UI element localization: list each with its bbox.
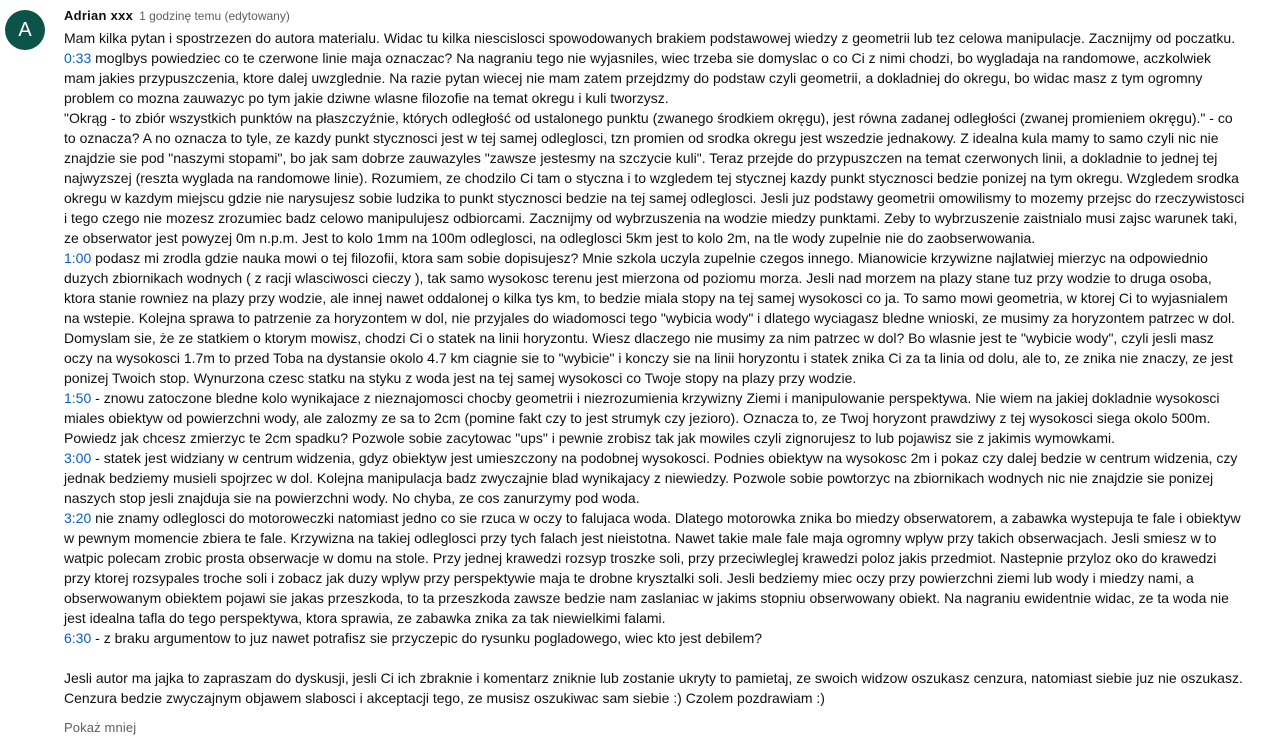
comment-paragraph — [64, 108, 1246, 248]
comment-body — [64, 6, 1246, 737]
avatar[interactable]: A — [5, 10, 45, 50]
comment-paragraph — [64, 648, 1246, 668]
comment-published-time[interactable]: 1 godzinę temu (edytowany) — [139, 9, 290, 23]
comment-paragraph — [64, 448, 1246, 508]
timestamp-link[interactable]: 1:50 — [64, 390, 92, 406]
timestamp-link[interactable]: 3:20 — [64, 510, 92, 526]
paragraph-text: "Okrąg - to zbiór wszystkich punktów na płaszczyźnie, których odległość od ustalonego punktu (zwanego środkiem okręgu), jest równa zadanej odległości (zwanej promieniem okręgu)." - co to oznacza? A no oznacza to tyle, ze kazdy punkt stycznosci jest w tej samej odleglosci, tzn promien od srodka okregu jest wszedzie jednakowy. Z idealna kula mamy to samo czyli nic nie znajdzie sie pod "naszymi stopami", bo jak sam dobrze zauwazyles "zawsze jestesmy na szczycie kuli". Teraz przejde do przypuszczen na temat czerwonych linii, a dokladnie to jednej tej najwyzszej (reszta wyglada na randomowe linie). Rozumiem, ze chodzilo Ci tam o styczna i to wzgledem tej stycznej kazdy punkt stycznosci bedzie ponizej na tym okregu. Wzgledem srodka okregu w kazdym miejscu gdzie nie narysujesz sobie ludzika to punkt stycznosci bedzie na tej samej odleglosci. Jesli juz podstawy geometrii omowilismy to mozemy przejsc do rzeczywistosci i tego czego nie mozesz zrozumiec badz celowo manipulujesz odbiorcami. Zacznijmy od wybrzuszenia na wodzie miedzy punktami. Zeby to wybrzuszenie zaistnialo musi zajsc warunek taki, ze obserwator jest powyzej 0m n.p.m. Jest to kolo 1mm na 100m odleglosci, na odleglosci 5km jest to kolo 2m, na tle wody zupelnie nie do zaobserwowania. — [64, 110, 1245, 246]
comment-paragraph — [64, 508, 1246, 628]
paragraph-text: Jesli autor ma jajka to zapraszam do dyskusji, jesli Ci ich zbraknie i komentarz zniknie lub zostanie ukryty to pamietaj, ze swoich widzow oszukasz cenzura, natomiast siebie juz nie oszukasz. Cenzura bedzie zwyczajnym objawem slabosci i akceptacji tego, ze musisz oszukiwac sam siebie :) Czolem pozdrawiam :) — [64, 670, 1243, 706]
comment-paragraph — [64, 28, 1246, 48]
comment-paragraph — [64, 248, 1246, 388]
comment-header — [64, 6, 1246, 26]
comment-paragraph — [64, 628, 1246, 648]
avatar-column — [0, 6, 64, 50]
paragraph-text: moglbys powiedziec co te czerwone linie maja oznaczac? Na nagraniu tego nie wyjasniles, wiec trzeba sie domyslac o co Ci z nimi chodzi, bo wygladaja na randomowe, aczkolwiek mam jakies przypuszczenia, ktore dalej uwzglednie. Na razie pytan wiecej nie mam zatem przejdzmy do podstaw czyli geometrii, a dokladniej do okregu, bo widac masz z tym ogromny problem co mozna zauwazyc po tym jakie dziwne wlasne filozofie na temat okregu i kuli tworzysz. — [64, 50, 1212, 106]
timestamp-link[interactable]: 1:00 — [64, 250, 92, 266]
timestamp-link[interactable]: 0:33 — [64, 50, 92, 66]
comment-paragraph — [64, 388, 1246, 448]
timestamp-link[interactable]: 6:30 — [64, 630, 92, 646]
comment-paragraph — [64, 48, 1246, 108]
comment-paragraph — [64, 668, 1246, 708]
paragraph-text: podasz mi zrodla gdzie nauka mowi o tej filozofii, ktora sam sobie dopisujesz? Mnie szkola uczyla zupelnie czegos innego. Mianowicie krzywizne najlatwiej mierzyc na odpowiednio duzych zbiornikach wodnych ( z racji wlasciwosci cieczy ), tak samo wysokosc terenu jest mierzona od poziomu morza. Jesli nad morzem na plazy stane tuz przy wodzie to druga osoba, ktora stanie rowniez na plazy przy wodzie, ale innej nawet oddalonej o kilka tys km, to bedzie miala stopy na tej samej wysokosci co ja. To samo mowi geometria, w ktorej Ci to wyjasnialem na wstepie. Kolejna sprawa to patrzenie za horyzontem w dol, nie przyjales do wiadomosci tego "wybicia wody" i dlatego wyciagasz bledne wnioski, ze musimy za horyzontem patrzec w dol. Domyslam sie, że ze statkiem o ktorym mowisz, chodzi Ci o statek na linii horyzontu. Wiesz dlaczego nie musimy za nim patrzec w dol? Bo wlasnie jest te "wybicie wody", czyli jesli masz oczy na wysokosci 1.7m to przed Toba na dystansie okolo 4.7 km ciagnie sie to "wybicie" i konczy sie na linii horyzontu i statek znika Ci za ta linia od dolu, ale to, ze znika nie znaczy, ze jest ponizej Twoich stop. Wynurzona czesc statku na styku z woda jest na tej samej wysokosci co Twoje stopy na plazy przy wodzie. — [64, 250, 1235, 386]
timestamp-link[interactable]: 3:00 — [64, 450, 92, 466]
paragraph-text: Mam kilka pytan i spostrzezen do autora materialu. Widac tu kilka niescislosci spowodowanych brakiem podstawowej wiedzy z geometrii lub tez celowa manipulacje. Zacznijmy od poczatku. — [64, 30, 1236, 46]
show-less-button[interactable]: Pokaż mniej — [64, 720, 137, 735]
paragraph-text: - statek jest widziany w centrum widzenia, gdyz obiektyw jest umieszczony na podobnej wysokosci. Podnies obiektyw na wysokosc 2m i pokaz czy dalej bedzie w centrum widzenia, czy jednak bedziemy musieli spojrzec w dol. Kolejna manipulacja badz zwyczajnie blad wynikajacy z niewiedzy. Pozwole sobie powtorzyc na zbiornikach wodnych nic nie znajdzie sie ponizej naszych stop jesli znajduja sie na powierzchni wody. No chyba, ze cos zanurzymy pod woda. — [64, 450, 1238, 506]
paragraph-text: - znowu zatoczone bledne kolo wynikajace z nieznajomosci chocby geometrii i niezrozumienia krzywizny Ziemi i manipulowanie perspektywa. Nie wiem na jakiej dokladnie wysokosci miales obiektyw od powierzchni wody, ale zalozmy ze sa to 2cm (pomine fakt czy to jest strumyk czy jezioro). Oznacza to, ze Twoj horyzont prawdziwy z tej wysokosci siega okolo 500m. Powiedz jak chcesz zmierzyc te 2cm spadku? Pozwole sobie zacytowac "ups" i pewnie zrobisz tak jak mowiles czyli zignorujesz to lub pojawisz sie z jakimis wymowkami. — [64, 390, 1220, 446]
comment-text — [64, 28, 1246, 708]
paragraph-text: - z braku argumentow to juz nawet potrafisz sie przyczepic do rysunku pogladowego, wiec kto jest debilem? — [91, 630, 763, 646]
comment-author[interactable]: Adrian xxx — [64, 8, 134, 23]
paragraph-text: nie znamy odleglosci do motoroweczki natomiast jedno co sie rzuca w oczy to falujaca woda. Dlatego motorowka znika bo miedzy obserwatorem, a zabawka wystepuja te fale i obiektyw w pewnym momencie zbiera te fale. Krzywizna na takiej odleglosci przy tych falach jest nieistotna. Nawet takie male fale maja ogromny wplyw przy takich obserwacjach. Jesli smiesz w to watpic polecam zrobic prosta obserwacje w domu na stole. Przy jednej krawedzi rozsyp troszke soli, przy przeciwleglej krawedzi poloz jakis przedmiot. Nastepnie przyloz oko do krawedzi przy ktorej rozsypales troche soli i zobacz jak duzy wplyw przy perspektywie maja te drobne krysztalki soli. Jesli bedziemy miec oczy przy powierzchni ziemi lub wody i miedzy nami, a obserwowanym obiektem pojawi sie jakas przeszkoda, to ta przeszkoda zawsze bedzie nam zaslaniac w jakims stopniu obserwowany obiekt. Na nagraniu ewidentnie widac, ze ta woda nie jest idealna tafla do tego perspektywa, ktora sprawia, ze zabawka znika za tak niewielkimi falami. — [64, 510, 1241, 626]
